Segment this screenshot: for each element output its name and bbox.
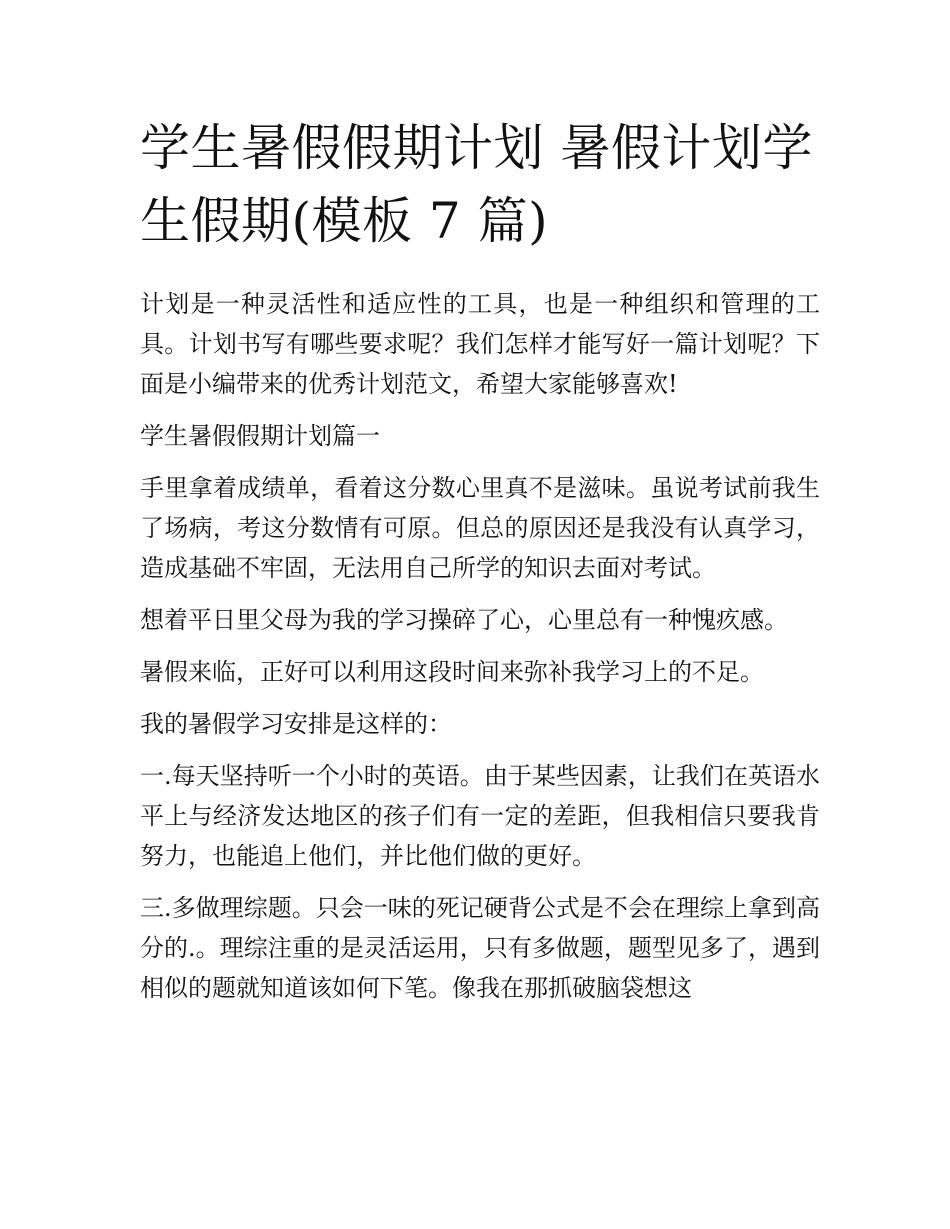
document-body bbox=[140, 284, 820, 1008]
paragraph: 我的暑假学习安排是这样的： bbox=[140, 710, 452, 738]
paragraph: 手里拿着成绩单，看着这分数心里真不是滋味。虽说考试前我生了场病，考这分数情有可原。但总的原因还是我没有认真学习，造成基础不牢固，无法用自己所学的知识去面对考试。 bbox=[140, 474, 820, 582]
paragraph-section-heading: 学生暑假假期计划篇一 bbox=[140, 422, 380, 450]
paragraph-list-item: 三.多做理综题。只会一味的死记硬背公式是不会在理综上拿到高分的.。理综注重的是灵活运用，只有多做题，题型见多了，遇到相似的题就知道该如何下笔。像我在那抓破脑袋想这 bbox=[140, 894, 820, 1002]
paragraph: 暑假来临，正好可以利用这段时间来弥补我学习上的不足。 bbox=[140, 658, 764, 686]
paragraph-intro: 计划是一种灵活性和适应性的工具，也是一种组织和管理的工具。计划书写有哪些要求呢？我们怎样才能写好一篇计划呢？下面是小编带来的优秀计划范文，希望大家能够喜欢! bbox=[140, 290, 820, 398]
document-page bbox=[140, 112, 820, 1020]
paragraph: 想着平日里父母为我的学习操碎了心，心里总有一种愧疚感。 bbox=[140, 606, 788, 634]
paragraph-list-item: 一.每天坚持听一个小时的英语。由于某些因素，让我们在英语水平上与经济发达地区的孩子们有一定的差距，但我相信只要我肯努力，也能追上他们，并比他们做的更好。 bbox=[140, 762, 820, 870]
document-title: 学生暑假假期计划 暑假计划学生假期(模板 7 篇) bbox=[140, 119, 813, 250]
